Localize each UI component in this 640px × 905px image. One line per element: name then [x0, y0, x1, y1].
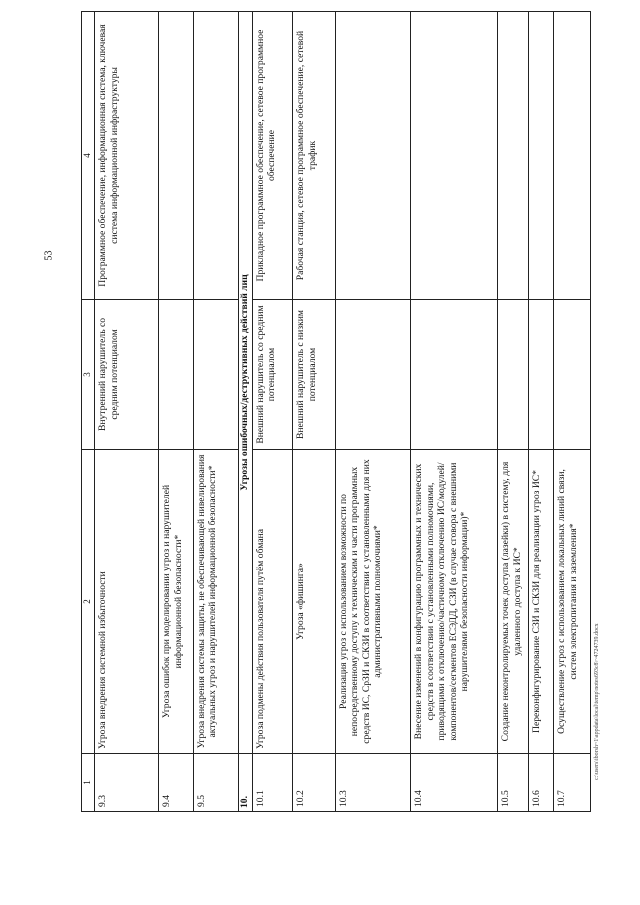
- row-number: 10.6: [528, 754, 553, 812]
- rotated-table-container: [81, 12, 591, 812]
- threat-cell: Угроза подмены действия пользователя путём обмана: [252, 450, 293, 754]
- header-row: [82, 12, 95, 812]
- actor-cell: [498, 300, 528, 450]
- page-number: 53: [43, 250, 55, 261]
- threat-cell: Угроза ошибок при моделировании угроз и нарушителей информационной безопасности*: [159, 450, 194, 754]
- threat-table: [81, 11, 591, 812]
- actor-cell: [554, 300, 591, 450]
- object-cell: [411, 12, 498, 300]
- header-cell-3: 3: [82, 300, 95, 450]
- footer-file-path: c:\users\iborsh~1\appdata\local\temp\notes693c8\~4724739.docx: [594, 623, 600, 780]
- object-cell: [193, 12, 239, 300]
- threat-cell: Создание неконтролируемых точек доступа (лазейки) в систему, для удаленного доступа к ИС*: [498, 450, 528, 754]
- header-cell-4: 4: [82, 12, 95, 300]
- table-row: [293, 12, 336, 812]
- row-number: 10.7: [554, 754, 591, 812]
- object-cell: Рабочая станция, сетевое программное обеспечение, сетевой трафик: [293, 12, 336, 300]
- table-row: [335, 12, 410, 812]
- actor-cell: [411, 300, 498, 450]
- row-number: 10.4: [411, 754, 498, 812]
- table-row: [159, 12, 194, 812]
- row-number: 9.4: [159, 754, 194, 812]
- table-row: [193, 12, 239, 812]
- threat-cell: Угроза внедрения системной избыточности: [95, 450, 159, 754]
- threat-cell: Угроза внедрения системы защиты, не обеспечивающей нивелирования актуальных угроз и нарушителей информационной безопасности*: [193, 450, 239, 754]
- table-row: [252, 12, 293, 812]
- threat-cell: Внесение изменений в конфигурацию программных и технических средств в соответствии с установленными полномочиями, приводящими к отключению/частичному отключению ИС/модулей/компонентов/сегментов ЕСЭДД, СЗИ (в случае сговора с внешними нарушителями безопасности информации)*: [411, 450, 498, 754]
- section-number: 10.: [239, 754, 252, 812]
- actor-cell: Внешний нарушитель со средним потенциалом: [252, 300, 293, 450]
- threat-cell: Осуществление угроз с использованием локальных линий связи, систем электропитания и заземления*: [554, 450, 591, 754]
- table-row: [554, 12, 591, 812]
- row-number: 9.3: [95, 754, 159, 812]
- actor-cell: [193, 300, 239, 450]
- threat-cell: Угроза «фишинга»: [293, 450, 336, 754]
- row-number: 10.1: [252, 754, 293, 812]
- actor-cell: [335, 300, 410, 450]
- table-row: [411, 12, 498, 812]
- table-row: [95, 12, 159, 812]
- actor-cell: [528, 300, 553, 450]
- row-number: 9.5: [193, 754, 239, 812]
- actor-cell: [159, 300, 194, 450]
- object-cell: [528, 12, 553, 300]
- threat-cell: Реализация угроз с использованием возможности по непосредственному доступу к техническим и части программных средств ИС, СрЗИ и СКЗИ в соответствии с установленными для них административными полномочиями*: [335, 450, 410, 754]
- row-number: 10.2: [293, 754, 336, 812]
- header-cell-2: 2: [82, 450, 95, 754]
- section-title: Угрозы ошибочных/деструктивных действий лиц: [239, 12, 252, 754]
- table-row: [498, 12, 528, 812]
- actor-cell: Внутренний нарушитель со средним потенциалом: [95, 300, 159, 450]
- table-row: [528, 12, 553, 812]
- row-number: 10.3: [335, 754, 410, 812]
- row-number: 10.5: [498, 754, 528, 812]
- object-cell: [498, 12, 528, 300]
- object-cell: [159, 12, 194, 300]
- object-cell: [554, 12, 591, 300]
- object-cell: Прикладное программное обеспечение, сетевое программное обеспечение: [252, 12, 293, 300]
- object-cell: [335, 12, 410, 300]
- object-cell: Программное обеспечение, информационная система, ключевая система информационной инфраструктуры: [95, 12, 159, 300]
- actor-cell: Внешний нарушитель с низким потенциалом: [293, 300, 336, 450]
- threat-cell: Переконфигурирование СЗИ и СКЗИ для реализации угроз ИС*: [528, 450, 553, 754]
- header-cell-1: 1: [82, 754, 95, 812]
- section-row: [239, 12, 252, 812]
